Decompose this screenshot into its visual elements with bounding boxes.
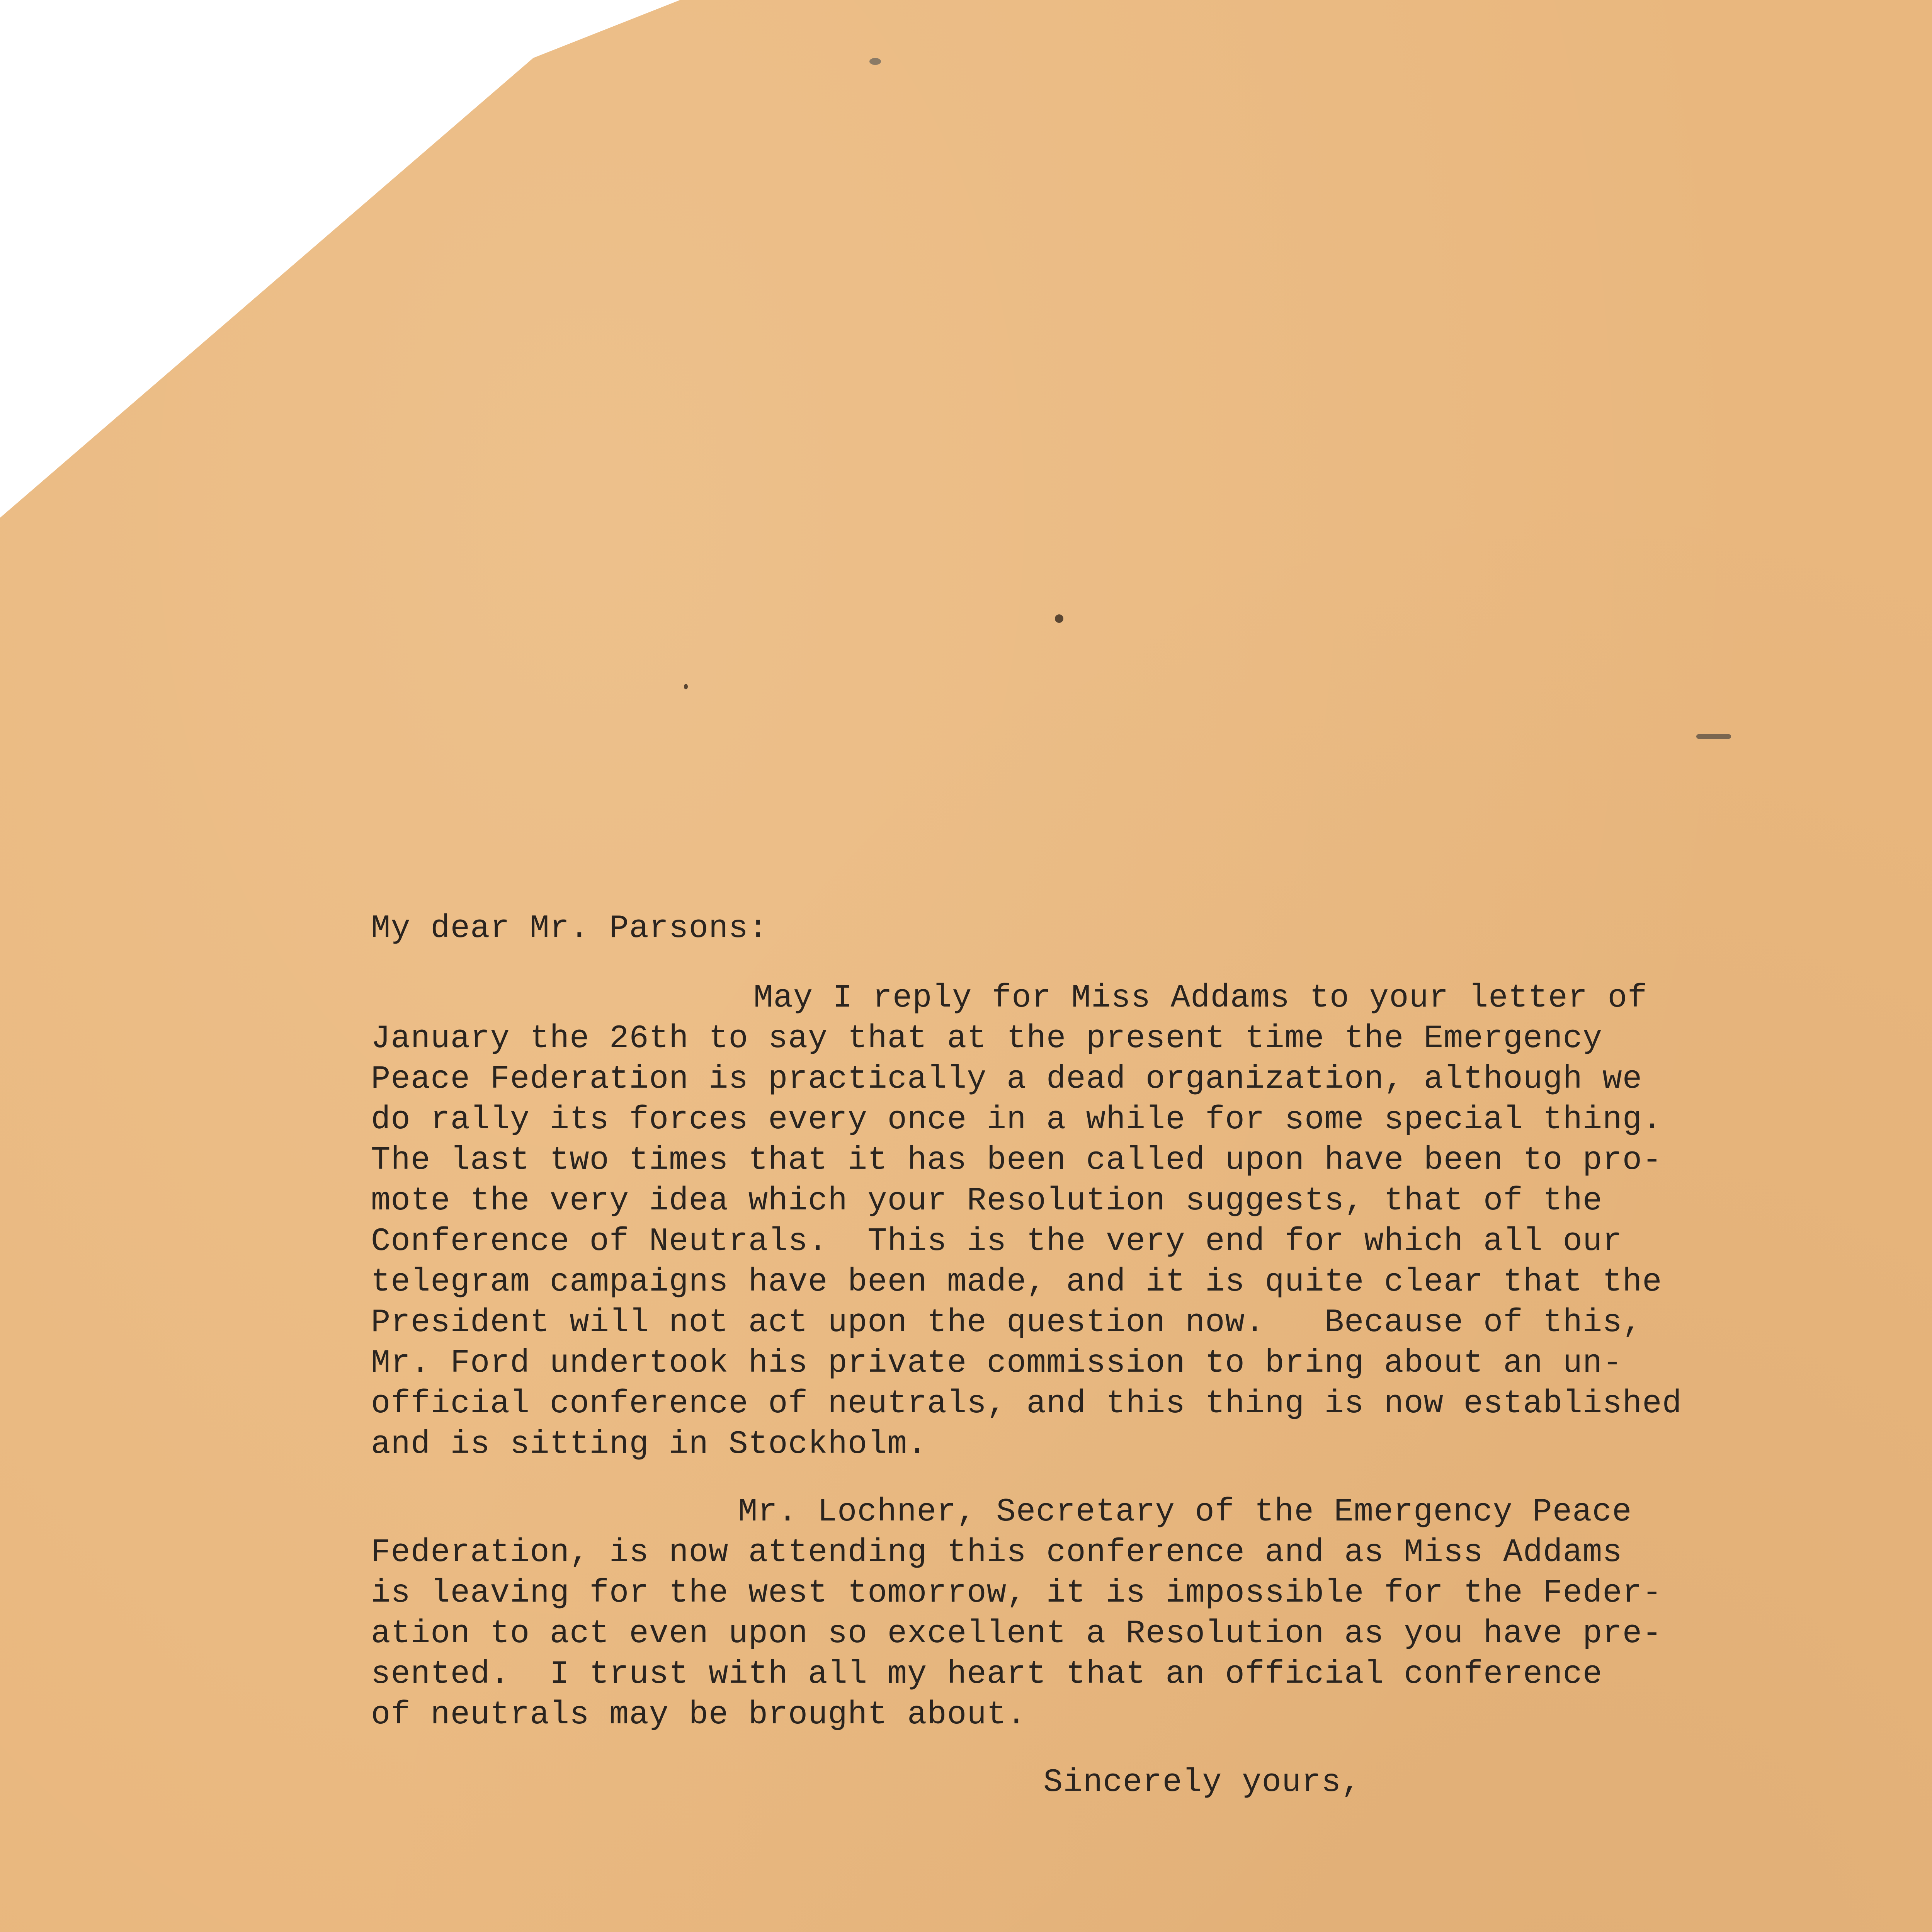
paragraph1-line: President will not act upon the question now. Because of this,: [371, 1304, 1643, 1341]
paragraph1-line: mote the very idea which your Resolution suggests, that of the: [371, 1183, 1603, 1219]
paragraph1-line: do rally its forces every once in a while for some special thing.: [371, 1102, 1662, 1138]
paragraph2-line: sented. I trust with all my heart that an official conference: [371, 1656, 1603, 1693]
ink-speck: [1055, 614, 1063, 623]
paragraph2-line: ation to act even upon so excellent a Resolution as you have pre-: [371, 1616, 1662, 1652]
paragraph1-line: and is sitting in Stockholm.: [371, 1426, 927, 1463]
paragraph1-line: January the 26th to say that at the present time the Emergency: [371, 1020, 1603, 1057]
paragraph2-line: is leaving for the west tomorrow, it is impossible for the Feder-: [371, 1575, 1662, 1612]
paragraph1-line: official conference of neutrals, and this thing is now established: [371, 1386, 1682, 1422]
paragraph1-line: Conference of Neutrals. This is the very end for which all our: [371, 1223, 1622, 1260]
paragraph1-line: The last two times that it has been called upon have been to pro-: [371, 1142, 1662, 1179]
paragraph1-line: telegram campaigns have been made, and it is quite clear that the: [371, 1264, 1662, 1301]
paper-crease: [1696, 734, 1731, 739]
paragraph2-line: of neutrals may be brought about.: [371, 1697, 1027, 1733]
ink-speck: [869, 58, 881, 65]
paragraph2-line: Mr. Lochner, Secretary of the Emergency Peace: [738, 1494, 1632, 1531]
paragraph1-line: Peace Federation is practically a dead organization, although we: [371, 1061, 1643, 1098]
closing: Sincerely yours,: [1043, 1764, 1361, 1801]
paragraph1-line: Mr. Ford undertook his private commission to bring about an un-: [371, 1345, 1622, 1382]
paragraph1-line: May I reply for Miss Addams to your letter of: [753, 980, 1648, 1017]
salutation: My dear Mr. Parsons:: [371, 910, 769, 947]
ink-speck: [684, 684, 688, 689]
paragraph2-line: Federation, is now attending this conference and as Miss Addams: [371, 1534, 1622, 1571]
